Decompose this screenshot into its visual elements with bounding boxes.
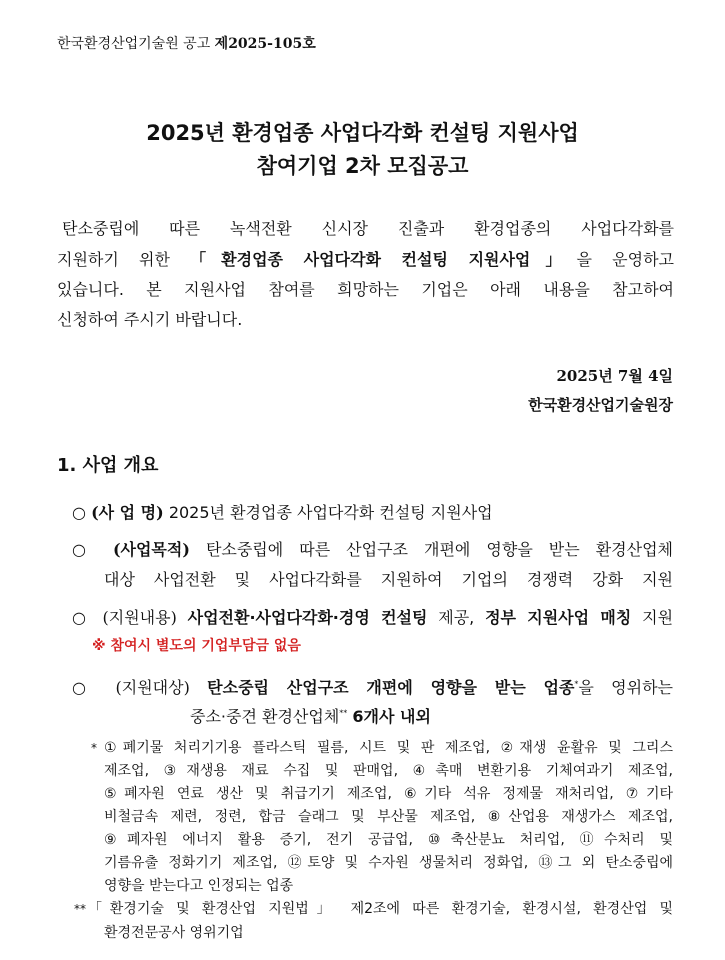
bullet-icon: ○ bbox=[72, 503, 86, 522]
footnote1-line: ⑨폐자원 에너지 활용 증기, 전기 공급업, ⑩축산분뇨 처리업, ⑪수처리 및 bbox=[104, 832, 673, 848]
footnote1-mark: * bbox=[91, 741, 97, 755]
notice-header bbox=[57, 36, 316, 53]
item-text: 을 영위하는 bbox=[578, 678, 674, 697]
bullet-icon: ○ bbox=[72, 540, 97, 559]
item-label: (지원대상) bbox=[115, 678, 190, 697]
notice-org: 한국환경산업기술원 공고 bbox=[57, 36, 211, 52]
item-text: 지원 bbox=[642, 608, 674, 627]
title-line1: 2025년 환경업종 사업다각화 컨설팅 지원사업 bbox=[146, 121, 579, 145]
item-target bbox=[72, 678, 673, 697]
footnote1-line: ①폐기물 처리기기용 플라스틱 필름, 시트 및 판 제조업, ②재생 윤활유 및 그리스 bbox=[104, 740, 673, 756]
bullet-icon: ○ bbox=[72, 678, 99, 697]
item-text-bold: 탄소중립 산업구조 개편에 영향을 받는 업종 bbox=[207, 678, 575, 697]
intro-line4: 신청하여 주시기 바랍니다. bbox=[57, 310, 243, 329]
item-text-bold: 6개사 내외 bbox=[352, 707, 431, 726]
item-content bbox=[72, 608, 673, 627]
item-text: 탄소중립에 따른 산업구조 개편에 영향을 받는 환경산업체 bbox=[205, 540, 674, 559]
item-target-line2 bbox=[190, 707, 431, 726]
item-purpose bbox=[72, 540, 673, 559]
notice-date: 2025년 7월 4일 bbox=[556, 367, 673, 385]
intro-text: 을 운영하고 bbox=[576, 250, 674, 269]
intro-text: 지원하기 위한 bbox=[57, 250, 170, 269]
item-text-bold: 사업전환·사업다각화·경영 컨설팅 bbox=[187, 608, 428, 627]
intro-line2 bbox=[57, 250, 674, 269]
footnote1-line: 비철금속 제련, 정련, 합금 슬래그 및 부산물 제조업, ⑧산업용 재생가스 제조업, bbox=[104, 809, 673, 825]
item-name bbox=[72, 503, 493, 522]
intro-line1: 탄소중립에 따른 녹색전환 신시장 진출과 환경업종의 사업다각화를 bbox=[62, 219, 674, 238]
footnote2-line: 환경전문공사 영위기업 bbox=[104, 925, 244, 941]
title-line2: 참여기업 2차 모집공고 bbox=[256, 154, 469, 178]
item-text-bold: 정부 지원사업 매칭 bbox=[485, 608, 632, 627]
item-text: 2025년 환경업종 사업다각화 컨설팅 지원사업 bbox=[168, 503, 493, 522]
footnote1-line: 영향을 받는다고 인정되는 업종 bbox=[104, 878, 294, 894]
footnote2-line: 「환경기술 및 환경산업 지원법」 제2조에 따른 환경기술, 환경시설, 환경산업 및 bbox=[88, 901, 673, 917]
footnote-mark: * bbox=[574, 679, 579, 689]
item-label: (지원내용) bbox=[102, 608, 177, 627]
notice-number: 제2025-105호 bbox=[214, 36, 316, 52]
intro-line3: 있습니다. 본 지원사업 참여를 희망하는 기업은 아래 내용을 참고하여 bbox=[57, 280, 674, 299]
program-name: 「환경업종 사업다각화 컨설팅 지원사업」 bbox=[190, 250, 577, 269]
item-label: (사업목적) bbox=[112, 540, 190, 559]
footnote2-mark: ** bbox=[74, 902, 86, 916]
item-text: 중소·중견 환경산업체 bbox=[190, 707, 340, 726]
item-label: (사 업 명) bbox=[91, 503, 164, 522]
bullet-icon: ○ bbox=[72, 608, 92, 627]
signer: 한국환경산업기술원장 bbox=[528, 396, 673, 414]
footnote-mark: ** bbox=[339, 708, 348, 718]
footnote1-line: 제조업, ③재생용 재료 수집 및 판매업, ④촉매 변환기용 기체여과기 제조업, bbox=[104, 763, 673, 779]
section-heading: 1. 사업 개요 bbox=[57, 455, 159, 476]
no-fee-note: ※ 참여시 별도의 기업부담금 없음 bbox=[92, 638, 301, 654]
item-purpose-line2: 대상 사업전환 및 사업다각화를 지원하여 기업의 경쟁력 강화 지원 bbox=[104, 570, 673, 589]
item-text: 제공, bbox=[438, 608, 475, 627]
footnote1-line: ⑤폐자원 연료 생산 및 취급기기 제조업, ⑥기타 석유 정제물 재처리업, ⑦기타 bbox=[104, 786, 673, 802]
footnote1-line: 기름유출 정화기기 제조업, ⑫토양 및 수자원 생물처리 정화업, ⑬그 외 탄소중립에 bbox=[104, 855, 673, 871]
